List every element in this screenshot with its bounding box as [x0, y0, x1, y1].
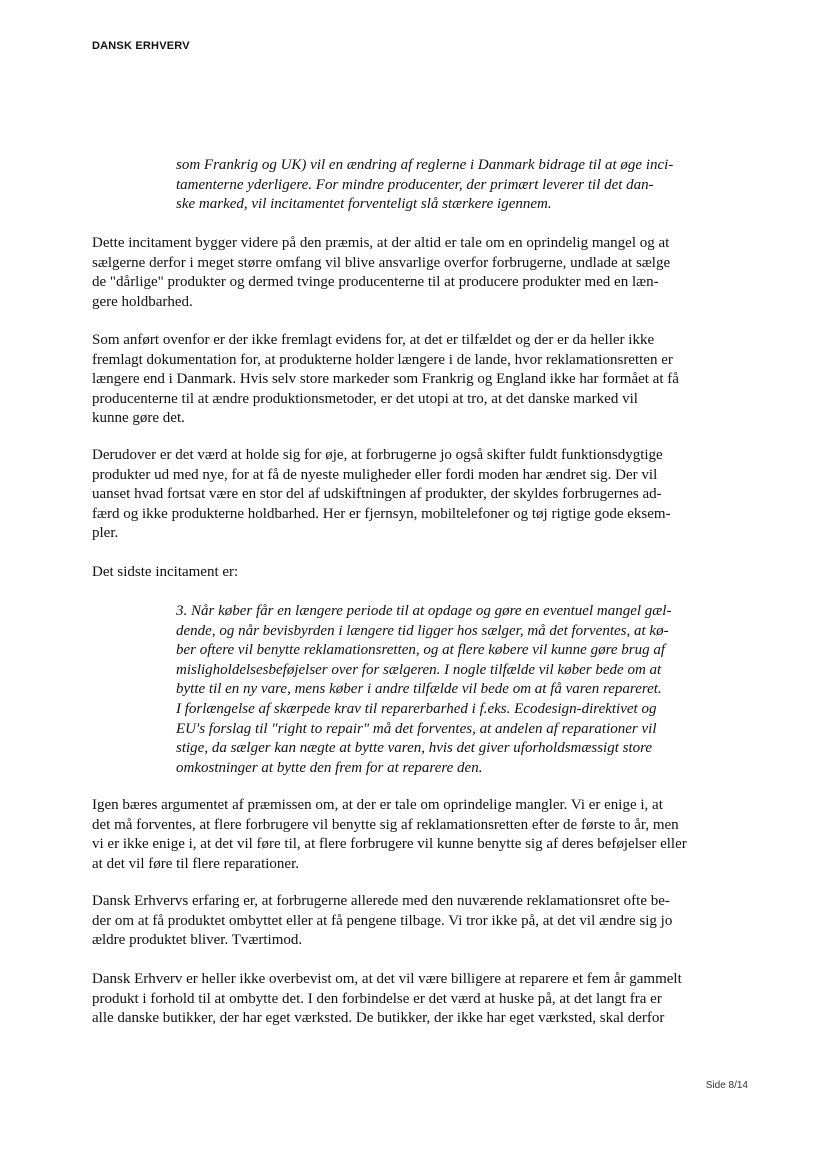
- paragraph-line: ældre produktet bliver. Tværtimod.: [92, 932, 303, 949]
- paragraph-line: pler.: [92, 525, 119, 542]
- paragraph-line: Som anført ovenfor er der ikke fremlagt evidens for, at det er tilfældet og der er da heller ikke: [92, 332, 655, 348]
- paragraph-line: Dansk Erhvervs erfaring er, at forbrugerne allerede med den nuværende reklamationsret ofte be-: [92, 893, 670, 909]
- paragraph-line: færd og ikke produkterne holdbarhed. Her er fjernsyn, mobiltelefoner og tøj rigtige gode eksem-: [92, 505, 671, 522]
- paragraph-original-defects: [92, 796, 732, 874]
- quote-line: 3. Når køber får en længere periode til at opdage og gøre en eventuel mangel gæl-: [176, 603, 672, 619]
- paragraph-repair-cost: [92, 970, 732, 1029]
- paragraph-line: Igen bæres argumentet af præmissen om, at der er tale om oprindelige mangler. Vi er enige i, at: [92, 797, 663, 813]
- paragraph-experience: [92, 892, 732, 951]
- paragraph-line: kunne gøre det.: [92, 410, 185, 427]
- paragraph-line: Derudover er det værd at holde sig for øje, at forbrugerne jo også skifter fuldt funktionsdygtige: [92, 447, 663, 463]
- quote-block-continuation: [176, 156, 736, 215]
- quote-line: tamenterne yderligere. For mindre producenter, der primært leverer til det dan-: [176, 176, 654, 193]
- paragraph-line: Dette incitament bygger videre på den præmis, at der altid er tale om en oprindelig mangel og at: [92, 235, 670, 251]
- paragraph-line: producenterne til at ændre produktionsmetoder, er det utopi at tro, at det danske marked vil: [92, 390, 638, 407]
- paragraph-line: længere end i Danmark. Hvis selv store markeder som Frankrig og England ikke har formået at få: [92, 371, 679, 388]
- paragraph-line: vi er ikke enige i, at det vil føre til, at flere forbrugere vil kunne benytte sig af deres beføjelser eller: [92, 836, 687, 853]
- quote-line: omkostninger at bytte den frem for at reparere den.: [176, 759, 483, 776]
- quote-line: dende, og når bevisbyrden i længere tid ligger hos sælger, må det forventes, at kø-: [176, 622, 669, 639]
- paragraph-line: der om at få produktet ombyttet eller at få pengene tilbage. Vi tror ikke på, at det vil ændre sig jo: [92, 912, 673, 929]
- quote-line: bytte til en ny vare, mens køber i andre tilfælde vil bede om at få varen repareret.: [176, 681, 662, 698]
- paragraph-line: at det vil føre til flere reparationer.: [92, 855, 299, 872]
- paragraph-line: fremlagt dokumentation for, at produkterne holder længere i de lande, hvor reklamationsretten er: [92, 351, 673, 368]
- paragraph-premise: [92, 234, 732, 312]
- quote-block-incentive-3: [176, 602, 736, 778]
- quote-line: stige, da sælger kan nægte at bytte varen, hvis det giver uforholdsmæssigt store: [176, 740, 653, 757]
- quote-line: som Frankrig og UK) vil en ændring af reglerne i Danmark bidrage til at øge inci-: [176, 157, 674, 173]
- paragraph-evidence: [92, 331, 732, 429]
- quote-line: EU's forslag til "right to repair" må det forventes, at andelen af reparationer vil: [176, 720, 657, 737]
- paragraph-last-incentive: [92, 563, 732, 583]
- quote-line: misligholdelsesbeføjelser over for sælgeren. I nogle tilfælde vil køber bede om at: [176, 661, 662, 678]
- paragraph-line: sælgerne derfor i meget større omfang vil blive ansvarlige overfor forbrugerne, undlade at sælge: [92, 254, 671, 271]
- paragraph-line: produkt i forhold til at ombytte det. I den forbindelse er det værd at huske på, at det langt fra er: [92, 990, 662, 1007]
- paragraph-line: produkter ud med nye, for at få de nyeste muligheder eller fordi moden har ændret sig. Der vil: [92, 466, 658, 483]
- quote-line: ske marked, vil incitamentet forventeligt slå stærkere igennem.: [176, 196, 552, 213]
- paragraph-line: gere holdbarhed.: [92, 293, 193, 310]
- quote-line: ber oftere vil benytte reklamationsretten, og at flere købere vil kunne gøre brug af: [176, 642, 666, 659]
- paragraph-line: alle danske butikker, der har eget værksted. De butikker, der ikke har eget værksted, skal derfor: [92, 1010, 665, 1027]
- page-number: Side 8/14: [705, 1080, 748, 1091]
- paragraph-line: Det sidste incitament er:: [92, 564, 239, 580]
- quote-line: I forlængelse af skærpede krav til reparerbarhed i f.eks. Ecodesign-direktivet og: [176, 700, 657, 717]
- company-header: DANSK ERHVERV: [92, 40, 190, 52]
- paragraph-line: Dansk Erhverv er heller ikke overbevist om, at det vil være billigere at reparere et fem år gammelt: [92, 971, 682, 987]
- paragraph-line: det må forventes, at flere forbrugere vil benytte sig af reklamationsretten efter de første to år, men: [92, 816, 679, 833]
- paragraph-line: uanset hvad fortsat være en stor del af udskiftningen af produkter, der skyldes forbrugernes ad-: [92, 486, 662, 503]
- paragraph-line: de "dårlige" produkter og dermed tvinge producenterne til at producere produkter med en læn-: [92, 274, 659, 291]
- paragraph-consumer-behaviour: [92, 446, 732, 544]
